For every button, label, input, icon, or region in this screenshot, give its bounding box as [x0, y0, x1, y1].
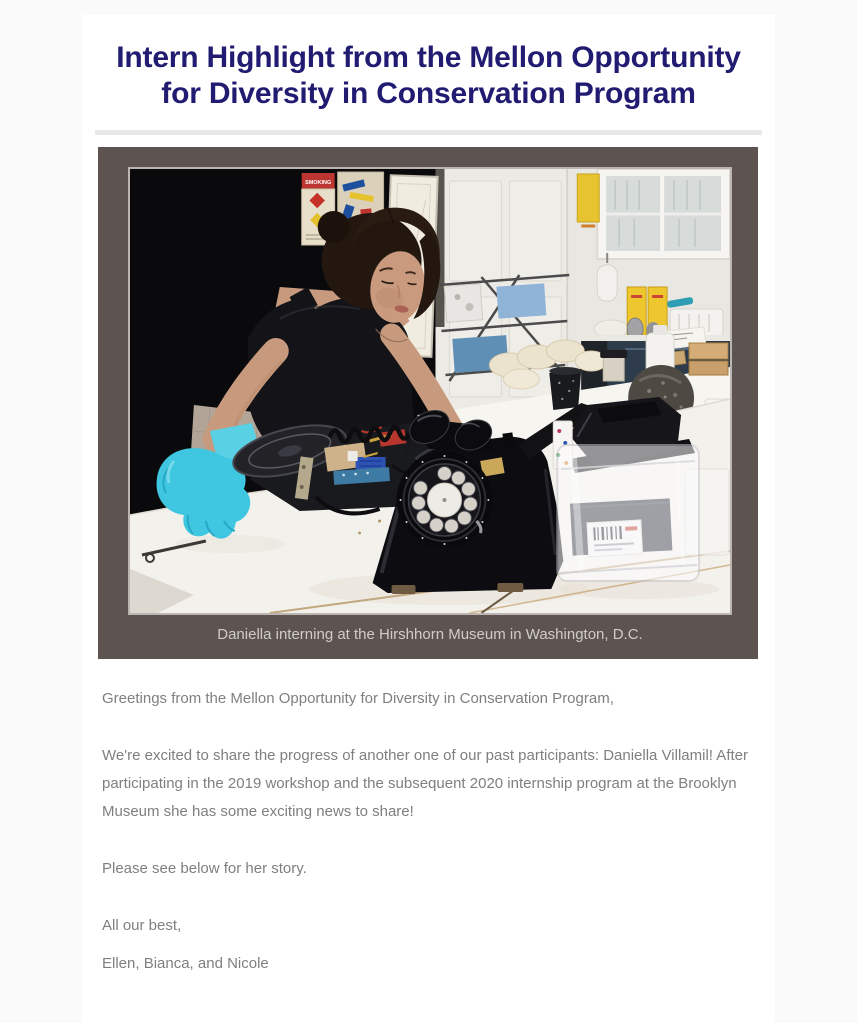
photo-figure	[98, 147, 758, 659]
svg-text:SMOKING: SMOKING	[305, 179, 332, 187]
paragraph-sign-off: All our best,	[102, 917, 182, 934]
paragraph-story: Please see below for her story.	[102, 860, 307, 877]
lab-photo	[128, 167, 732, 615]
email-body	[82, 685, 775, 978]
lab-photo-illustration	[130, 169, 730, 613]
photo-caption: Daniella interning at the Hirshhorn Museum in Washington, D.C.	[217, 626, 643, 643]
divider	[95, 130, 762, 135]
paragraph-announcement: We're excited to share the progress of another one of our past participants: Daniella Villamil! After participating in the 2019 workshop and the subsequent 2020 internship program at the Brooklyn Museum she has some exciting news to share!	[102, 747, 748, 820]
rotary-dial	[397, 452, 493, 548]
clear-plastic-cover	[557, 445, 699, 581]
glass-cabinet	[597, 169, 730, 259]
paragraph-signature: Ellen, Bianca, and Nicole	[102, 955, 269, 972]
page-title: Intern Highlight from the Mellon Opportunity for Diversity in Conservation Program	[116, 41, 741, 110]
paragraph-greeting: Greetings from the Mellon Opportunity for Diversity in Conservation Program,	[102, 690, 614, 707]
email-panel	[82, 15, 775, 1023]
